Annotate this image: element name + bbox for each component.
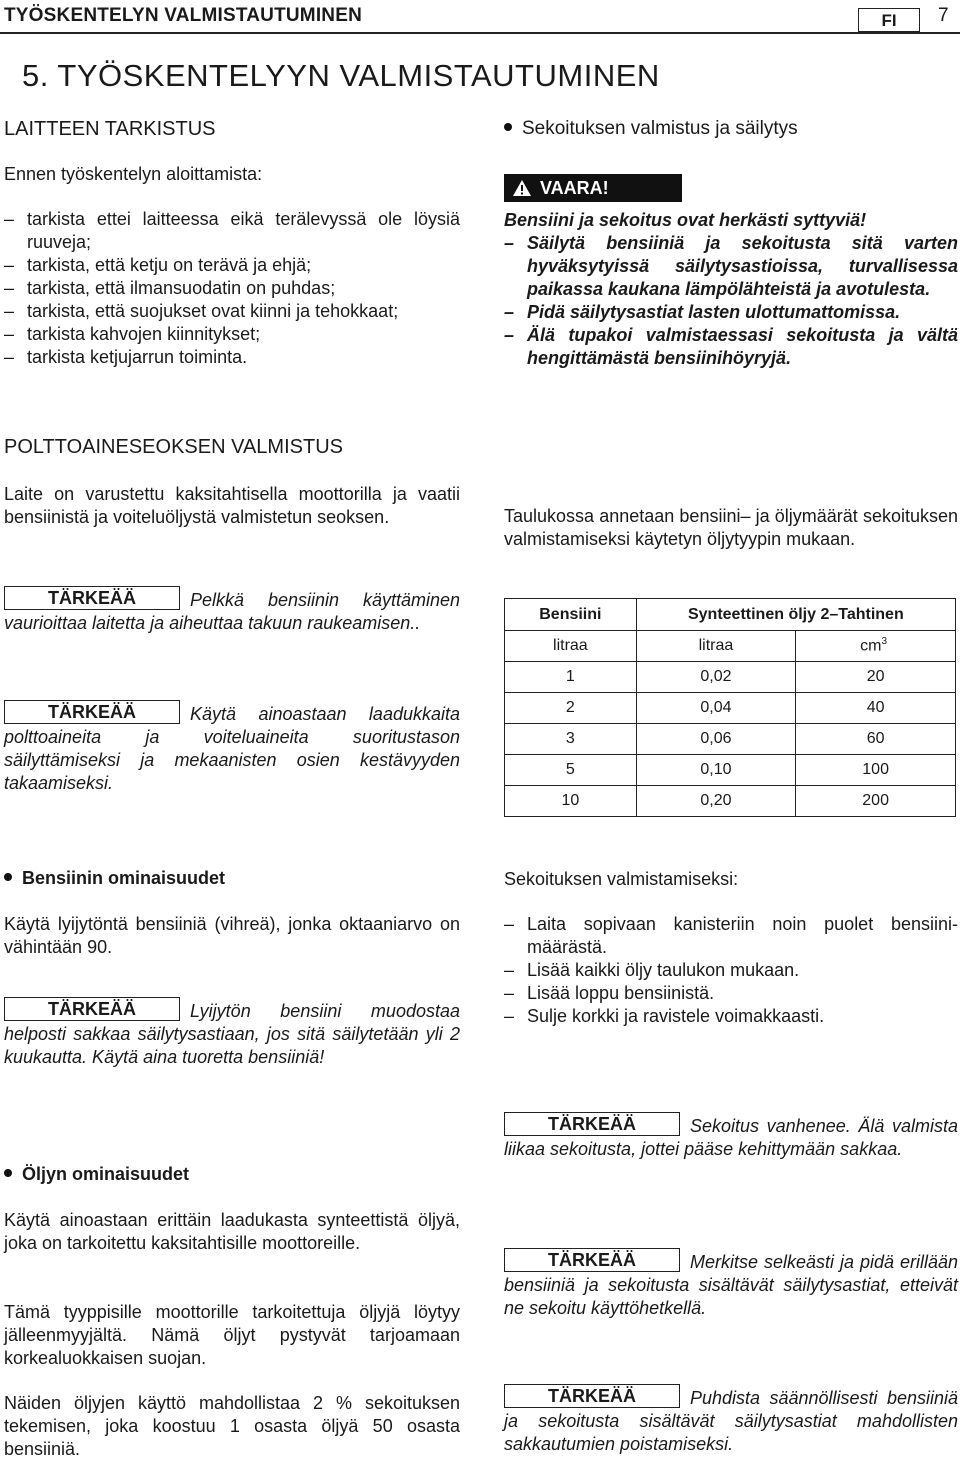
table-header-cell: Synteettinen öljy 2–Tahtinen xyxy=(636,599,955,631)
list-item: – Älä tupakoi valmistaessasi sekoitusta ja vältä hengittämästä bensiinihöyryjä. xyxy=(504,324,958,370)
list-item: – tarkista, että ilmansuodatin on puhdas; xyxy=(4,277,460,300)
important-label: TÄRKEÄÄ xyxy=(504,1384,680,1408)
important-note-2 xyxy=(4,700,460,795)
running-header: TYÖSKENTELYN VALMISTAUTUMINEN xyxy=(4,5,363,26)
important-text: Käytä ainoastaan laadukkaita polttoaineita ja voiteluaineita suoritustason säilyttämiseksi ja mekaanisten osien kestävyyden takaamiseksi. xyxy=(4,704,460,793)
table-cell: 0,04 xyxy=(636,693,796,724)
danger-list xyxy=(504,232,958,370)
important-label: TÄRKEÄÄ xyxy=(4,700,180,724)
table-header-row xyxy=(505,599,956,631)
oil-paragraph-2: Tämä tyyppisille moottorille tarkoitettuja öljyjä löytyy jälleenmyyjältä. Nämä öljyt pystyvät tarjoamaan korkealuokkaisen suojan. xyxy=(4,1302,460,1368)
table-header-cell: Bensiini xyxy=(505,599,637,631)
mix-heading xyxy=(504,118,798,140)
danger-lead: Bensiini ja sekoitus ovat herkästi syttyviä! xyxy=(504,210,867,230)
important-note-6 xyxy=(504,1384,958,1456)
table-row xyxy=(505,662,956,693)
unit-text: cm xyxy=(860,637,882,655)
check-intro: Ennen työskentelyn aloittamista: xyxy=(4,164,263,184)
table-cell: 0,06 xyxy=(636,724,796,755)
oil-heading-text: Öljyn ominaisuudet xyxy=(22,1164,190,1184)
page-title: 5. TYÖSKENTELYYN VALMISTAUTUMINEN xyxy=(22,58,660,93)
fuel-heading: POLTTOAINESEOKSEN VALMISTUS xyxy=(4,436,343,458)
table-unit-row xyxy=(505,631,956,662)
oil-paragraph-3: Näiden öljyjen käyttö mahdollistaa 2 % sekoituksen tekemisen, joka koostuu 1 osasta öljyä 50 osasta bensiiniä. xyxy=(4,1393,460,1459)
list-item: – tarkista ketjujarrun toiminta. xyxy=(4,346,460,369)
table-cell: 10 xyxy=(505,786,637,817)
oil-paragraph-1: Käytä ainoastaan erittäin laadukasta synteettistä öljyä, joka on tarkoitettu kaksitahtisille moottoreille. xyxy=(4,1210,460,1253)
check-heading: LAITTEEN TARKISTUS xyxy=(4,118,216,140)
language-badge: FI xyxy=(858,8,920,32)
bullet-icon xyxy=(4,1169,12,1177)
mix-table xyxy=(504,598,956,817)
table-row xyxy=(505,693,956,724)
table-cell: 1 xyxy=(505,662,637,693)
table-cell: 40 xyxy=(796,693,956,724)
important-note-4 xyxy=(504,1112,958,1161)
list-item: – Lisää loppu bensiinistä. xyxy=(504,982,958,1005)
table-cell: 20 xyxy=(796,662,956,693)
table-cell xyxy=(796,631,956,662)
bullet-icon xyxy=(4,873,12,881)
table-row xyxy=(505,786,956,817)
table-cell: 60 xyxy=(796,724,956,755)
petrol-heading xyxy=(4,868,225,889)
table-cell: 100 xyxy=(796,755,956,786)
important-note-1 xyxy=(4,586,460,635)
important-label: TÄRKEÄÄ xyxy=(4,997,180,1021)
important-label: TÄRKEÄÄ xyxy=(4,586,180,610)
table-cell: 3 xyxy=(505,724,637,755)
fuel-intro: Laite on varustettu kaksitahtisella moottorilla ja vaatii bensiinistä ja voiteluöljystä valmistetun seoksen. xyxy=(4,484,460,527)
list-item: – Sulje korkki ja ravistele voimakkaasti. xyxy=(504,1005,958,1028)
table-cell: litraa xyxy=(505,631,637,662)
list-item: – Laita sopivaan kanisteriin noin puolet bensiinimäärästä. xyxy=(504,913,958,959)
table-cell: litraa xyxy=(636,631,796,662)
important-text: Merkitse selkeästi ja pidä erillään bensiiniä ja sekoitusta sisältävät säilytysastiat, etteivät ne sekoitu käyttöhetkellä. xyxy=(504,1252,958,1318)
list-item: – Pidä säilytysastiat lasten ulottumattomissa. xyxy=(504,301,958,324)
important-text: Lyijytön bensiini muodostaa helposti sakkaa säilytysastiaan, jos sitä säilytetään yli 2 kuukautta. Käytä aina tuoretta bensiiniä! xyxy=(4,1001,460,1067)
table-cell: 2 xyxy=(505,693,637,724)
warning-triangle-icon xyxy=(512,179,532,197)
table-cell: 0,10 xyxy=(636,755,796,786)
mix-heading-text: Sekoituksen valmistus ja säilytys xyxy=(522,118,798,139)
important-note-5 xyxy=(504,1248,958,1320)
page-number: 7 xyxy=(938,5,949,26)
important-label: TÄRKEÄÄ xyxy=(504,1112,680,1136)
table-cell: 0,20 xyxy=(636,786,796,817)
list-item: – tarkista, että suojukset ovat kiinni ja tehokkaat; xyxy=(4,300,460,323)
table-cell: 5 xyxy=(505,755,637,786)
oil-heading xyxy=(4,1164,189,1185)
header-rule xyxy=(0,32,960,34)
petrol-heading-text: Bensiinin ominaisuudet xyxy=(22,868,226,888)
prep-list xyxy=(504,913,958,1028)
list-item: – tarkista, että ketju on terävä ja ehjä; xyxy=(4,254,460,277)
danger-label-box xyxy=(504,174,682,202)
important-text: Pelkkä bensiinin käyttäminen vaurioittaa laitetta ja aiheuttaa takuun raukeamisen.. xyxy=(4,590,460,633)
list-item: – tarkista kahvojen kiinnitykset; xyxy=(4,323,460,346)
danger-label: VAARA! xyxy=(540,178,609,198)
table-row xyxy=(505,724,956,755)
check-list xyxy=(4,208,460,369)
unit-sup: 3 xyxy=(881,636,887,648)
list-item: – Säilytä bensiiniä ja sekoitusta sitä varten hyväksytyissä säilytysastioissa, turvallisessa paikassa kaukana lämpölähteistä ja avotulesta. xyxy=(504,232,958,301)
table-cell: 200 xyxy=(796,786,956,817)
petrol-text: Käytä lyijytöntä bensiiniä (vihreä), jonka oktaaniarvo on vähintään 90. xyxy=(4,914,460,957)
table-intro: Taulukossa annetaan bensiini– ja öljymäärät sekoituksen valmistamiseksi käytetyn öljytyypin mukaan. xyxy=(504,506,958,549)
bullet-icon xyxy=(504,123,512,131)
prep-heading: Sekoituksen valmistamiseksi: xyxy=(504,869,739,889)
table-row xyxy=(505,755,956,786)
important-label: TÄRKEÄÄ xyxy=(504,1248,680,1272)
important-text: Puhdista säännöllisesti bensiiniä ja sekoitusta sisältävät säilytysastiat mahdollisten sakkautumien poistamiseksi. xyxy=(504,1388,958,1454)
important-text: Sekoitus vanhenee. Älä valmista liikaa sekoitusta, jottei pääse kehittymään sakkaa. xyxy=(504,1116,958,1159)
important-note-3 xyxy=(4,997,460,1069)
list-item: – Lisää kaikki öljy taulukon mukaan. xyxy=(504,959,958,982)
list-item: – tarkista ettei laitteessa eikä terälevyssä ole löysiä ruuveja; xyxy=(4,208,460,254)
table-cell: 0,02 xyxy=(636,662,796,693)
